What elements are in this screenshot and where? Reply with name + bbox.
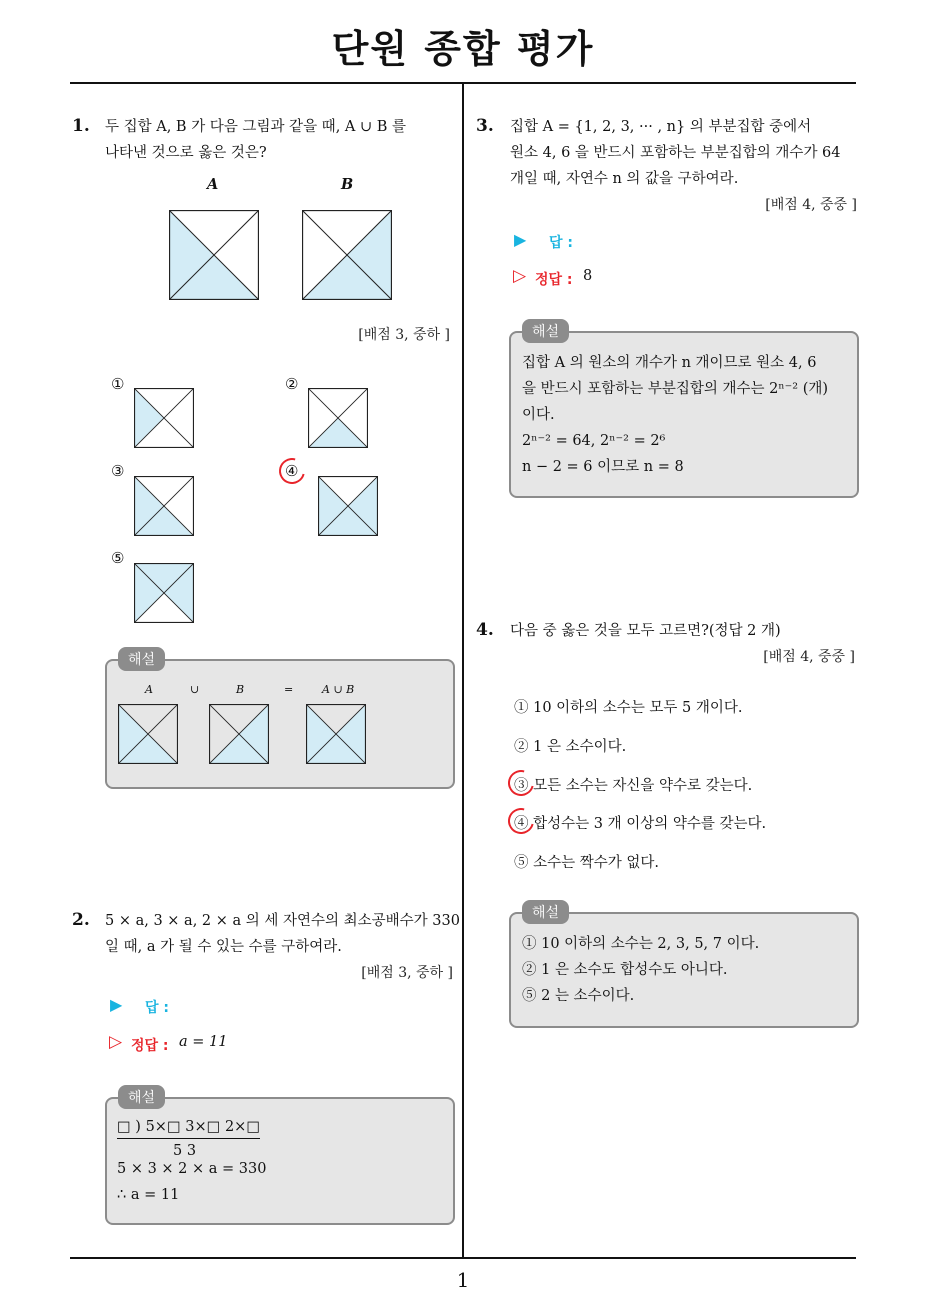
q2-explain-line1: □ ) 5×□ 3×□ 2×□ [117, 1116, 260, 1139]
page-number: 1 [456, 1268, 470, 1292]
q1-number: 1. [72, 116, 90, 136]
q3-explanation-tag: 해설 [522, 319, 569, 343]
q4-choice-2[interactable]: ② 1 은 소수이다. [514, 739, 627, 755]
q1-expl-label-union: ∪ [190, 683, 200, 696]
q4-score: [배점 4, 중중 ] [763, 649, 855, 665]
q1-explanation-tag: 해설 [118, 647, 165, 671]
q1-set-a-figure [169, 210, 259, 300]
q2-answer-label[interactable]: 답 : [145, 1000, 169, 1016]
q3-text-line2: 원소 4, 6 을 반드시 포함하는 부분집합의 개수가 64 [510, 145, 841, 161]
q1-score: [배점 3, 중하 ] [358, 327, 450, 343]
q2-explain-line2: 5 3 [173, 1143, 197, 1159]
q1-expl-figure-a [118, 704, 178, 764]
q4-choice-5[interactable]: ⑤ 소수는 짝수가 없다. [514, 855, 659, 871]
q2-correct-value: a = 11 [179, 1034, 228, 1050]
q3-correct-label: 정답 : [535, 272, 573, 288]
q4-text-line1: 다음 중 옳은 것을 모두 고르면?(정답 2 개) [510, 623, 781, 639]
q2-explain-line3: 5 × 3 × 2 × a = 330 [117, 1161, 267, 1177]
q3-answer-label[interactable]: 답 : [549, 235, 573, 251]
q3-explain-line5: n − 2 = 6 이므로 n = 8 [522, 459, 684, 475]
q2-explain-line4: ∴ a = 11 [117, 1187, 180, 1203]
q1-expl-label-union-result: A ∪ B [322, 683, 355, 696]
q1-expl-label-a: A [145, 683, 153, 696]
q2-number: 2. [72, 910, 90, 930]
page-title: 단원 종합 평가 [331, 27, 595, 71]
q2-correct-label: 정답 : [131, 1038, 169, 1054]
q3-explain-line2: 을 반드시 포함하는 부분집합의 개수는 2ⁿ⁻² (개) [522, 381, 829, 397]
q3-explain-line4: 2ⁿ⁻² = 64, 2ⁿ⁻² = 2⁶ [522, 433, 666, 449]
q1-option3-figure[interactable] [134, 476, 194, 536]
q1-option5-label[interactable]: ⑤ [111, 549, 125, 567]
q1-expl-label-equals: = [284, 683, 294, 696]
q3-text-line3: 개일 때, 자연수 n 의 값을 구하여라. [510, 171, 739, 187]
q4-explain-line3: ⑤ 2 는 소수이다. [522, 988, 635, 1004]
q1-text-line2: 나타낸 것으로 옳은 것은? [105, 145, 267, 161]
q2-score: [배점 3, 중하 ] [361, 965, 453, 981]
q1-expl-label-b: B [236, 683, 245, 696]
q1-set-a-label: A [207, 176, 219, 193]
bottom-rule [70, 1257, 856, 1259]
q1-option5-figure[interactable] [134, 563, 194, 623]
q1-set-b-label: B [341, 176, 354, 193]
q1-option1-figure[interactable] [134, 388, 194, 448]
q1-option4-label[interactable]: ④ [285, 462, 299, 480]
q3-correct-arrow-icon: ▷ [513, 266, 527, 286]
q1-option1-label[interactable]: ① [111, 375, 125, 393]
q1-text-line1: 두 집합 A, B 가 다음 그림과 같을 때, A ∪ B 를 [105, 119, 407, 135]
q2-text-line2: 일 때, a 가 될 수 있는 수를 구하여라. [105, 939, 342, 955]
q1-set-b-figure [302, 210, 392, 300]
q1-option2-label[interactable]: ② [285, 375, 299, 393]
q4-number: 4. [476, 620, 494, 640]
q4-choice-4[interactable]: ④ 합성수는 3 개 이상의 약수를 갖는다. [514, 816, 767, 832]
q4-explain-line1: ① 10 이하의 소수는 2, 3, 5, 7 이다. [522, 936, 760, 952]
q2-correct-arrow-icon: ▷ [109, 1032, 123, 1052]
q4-explanation-tag: 해설 [522, 900, 569, 924]
q3-answer-arrow-icon: ▶ [514, 230, 527, 249]
column-divider [462, 84, 464, 1258]
q3-text-line1: 집합 A = {1, 2, 3, ··· , n} 의 부분집합 중에서 [510, 119, 812, 135]
q4-choice-1[interactable]: ① 10 이하의 소수는 모두 5 개이다. [514, 700, 743, 716]
q2-text-line1: 5 × a, 3 × a, 2 × a 의 세 자연수의 최소공배수가 330 [105, 913, 460, 929]
q2-explanation-tag: 해설 [118, 1085, 165, 1109]
q3-correct-value: 8 [583, 268, 593, 284]
q2-answer-arrow-icon: ▶ [110, 995, 123, 1014]
q3-number: 3. [476, 116, 494, 136]
q3-explain-line3: 이다. [522, 407, 555, 423]
q3-explain-line1: 집합 A 의 원소의 개수가 n 개이므로 원소 4, 6 [522, 355, 817, 371]
q3-score: [배점 4, 중중 ] [765, 197, 857, 213]
q1-option4-figure[interactable] [318, 476, 378, 536]
q1-expl-figure-b [209, 704, 269, 764]
q4-choice-3[interactable]: ③ 모든 소수는 자신을 약수로 갖는다. [514, 778, 753, 794]
q4-explain-line2: ② 1 은 소수도 합성수도 아니다. [522, 962, 728, 978]
q1-option3-label[interactable]: ③ [111, 462, 125, 480]
q1-option2-figure[interactable] [308, 388, 368, 448]
q1-expl-figure-union [306, 704, 366, 764]
